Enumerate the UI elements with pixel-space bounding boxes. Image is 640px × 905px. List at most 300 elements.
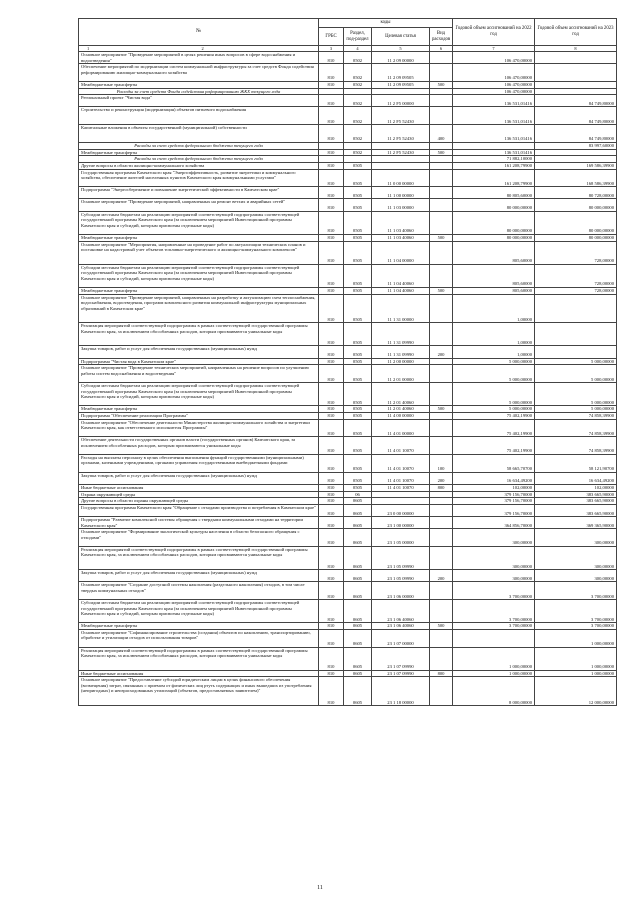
- row-2022-cell: 58 665,70700: [453, 454, 535, 472]
- table-row: [79, 149, 617, 156]
- table-row: [79, 211, 617, 234]
- row-name-cell: Закупка товаров, работ и услуг для обеспечения государственных (муниципальных) нужд: [79, 472, 319, 484]
- row-target-cell: 23 1 06 40060: [372, 623, 430, 630]
- table-row: [79, 81, 617, 88]
- row-target-cell: 23 1 07 00000: [372, 629, 430, 647]
- column-header-grbs: ГРБС: [319, 28, 344, 46]
- row-2022-cell: 300,00000: [453, 546, 535, 569]
- row-name-cell: Закупка товаров, работ и услуг для обеспечения государственных (муниципальных) нужд: [79, 570, 319, 582]
- row-name-cell: Межбюджетные трансферты: [79, 81, 319, 88]
- row-2022-cell: 5 000,00000: [453, 383, 535, 406]
- row-2023-cell: 3 700,00000: [535, 600, 617, 623]
- table-row: [79, 529, 617, 547]
- row-2023-cell: 16 634,49200: [535, 472, 617, 484]
- row-name-cell: Реализация мероприятий соответствующей подпрограммы в рамках соответствующей государственной программы Камчатского края, за исключением обособленных расходов, которым присваиваются уникальные коды: [79, 323, 319, 346]
- row-2022-cell: 805,60000: [453, 264, 535, 287]
- table-row: [79, 287, 617, 294]
- row-name-cell: Расходы за счет средств федерального бюджета текущего года: [79, 142, 319, 149]
- row-2023-cell: [535, 64, 617, 82]
- row-type-cell: [430, 600, 453, 623]
- row-target-cell: [372, 491, 430, 498]
- row-2022-cell: 161 208,79900: [453, 162, 535, 169]
- row-section-cell: 0605: [344, 504, 372, 516]
- row-target-cell: 11 2 01 00000: [372, 365, 430, 383]
- row-section-cell: 0605: [344, 517, 372, 529]
- row-target-cell: 11 4 01 10070: [372, 454, 430, 472]
- column-header-section: Раздел, под-раздел: [344, 28, 372, 46]
- row-2022-cell: 1,00000: [453, 346, 535, 358]
- table-row: [79, 437, 617, 455]
- row-target-cell: 11 4 01 10070: [372, 437, 430, 455]
- table-row: [79, 600, 617, 623]
- row-section-cell: 0505: [344, 346, 372, 358]
- column-header-codes: коды: [319, 19, 453, 28]
- row-2022-cell: 5 000,00000: [453, 365, 535, 383]
- index-cell: 3: [319, 46, 344, 52]
- row-target-cell: 23 1 05 09990: [372, 570, 430, 582]
- row-type-cell: [430, 677, 453, 706]
- row-2023-cell: 80 000,00000: [535, 211, 617, 234]
- table-row: [79, 383, 617, 406]
- row-grbs-cell: 810: [319, 64, 344, 82]
- row-2022-cell: 136 531,01416: [453, 95, 535, 107]
- row-2023-cell: 1 000,00000: [535, 670, 617, 677]
- row-2022-cell: 161 208,79900: [453, 169, 535, 187]
- row-2022-cell: 106 470,00000: [453, 88, 535, 95]
- row-name-cell: Межбюджетные трансферты: [79, 623, 319, 630]
- row-section-cell: 0502: [344, 149, 372, 156]
- row-name-cell: Расходы за счет средств Фонда содействия реформированию ЖКХ текущего года: [79, 88, 319, 95]
- row-name-cell: Расходы на выплаты персоналу в целях обеспечения выполнения функций государственными (муниципальными) органами, казенными учреждениями, органами управления государственными внебюджетными фондами: [79, 454, 319, 472]
- table-row: [79, 498, 617, 505]
- row-grbs-cell: [319, 156, 344, 163]
- row-grbs-cell: 810: [319, 454, 344, 472]
- row-2022-cell: 71 882,10000: [453, 156, 535, 163]
- row-section-cell: 0605: [344, 600, 372, 623]
- row-type-cell: [430, 52, 453, 64]
- row-name-cell: Основное мероприятие "Проведение мероприятий в целях решения иных вопросов в сфере водоснабжения и водоотведения": [79, 52, 319, 64]
- row-2022-cell: 75 402,19900: [453, 437, 535, 455]
- row-name-cell: Субсидии местным бюджетам на реализацию мероприятий соответствующей подпрограммы соответствующей государственной программы Камчатского края (за исключением мероприятий Инвестиционной программы Камчатского края и субсидий, которым присвоены отдельные коды): [79, 211, 319, 234]
- row-type-cell: 500: [430, 149, 453, 156]
- index-cell: 6: [430, 46, 453, 52]
- index-cell: 7: [453, 46, 535, 52]
- table-row: [79, 241, 617, 264]
- row-target-cell: 11 1 04 40060: [372, 287, 430, 294]
- row-grbs-cell: 810: [319, 383, 344, 406]
- table-row: [79, 264, 617, 287]
- row-target-cell: [372, 498, 430, 505]
- table-row: [79, 670, 617, 677]
- row-grbs-cell: 810: [319, 670, 344, 677]
- row-name-cell: Основное мероприятие "Софинансирование строительства (создания) объектов по накоплению, транспортированию, обработке и утилизации отходов от использования товаров": [79, 629, 319, 647]
- row-grbs-cell: 810: [319, 52, 344, 64]
- table-row: [79, 142, 617, 149]
- table-row: [79, 323, 617, 346]
- row-grbs-cell: 810: [319, 647, 344, 670]
- table-row: [79, 162, 617, 169]
- row-target-cell: [372, 142, 430, 149]
- table-row: [79, 629, 617, 647]
- row-grbs-cell: 810: [319, 623, 344, 630]
- row-target-cell: 11 2 01 40060: [372, 383, 430, 406]
- row-grbs-cell: 810: [319, 187, 344, 199]
- row-target-cell: 11 1 31 09990: [372, 323, 430, 346]
- row-grbs-cell: 810: [319, 211, 344, 234]
- row-2023-cell: 5 000,00000: [535, 383, 617, 406]
- row-target-cell: 11 2 09 09505: [372, 64, 430, 82]
- row-2022-cell: 136 531,01416: [453, 107, 535, 125]
- row-grbs-cell: 810: [319, 484, 344, 491]
- row-grbs-cell: 810: [319, 199, 344, 211]
- row-grbs-cell: 810: [319, 294, 344, 323]
- row-grbs-cell: 810: [319, 491, 344, 498]
- table-row: [79, 95, 617, 107]
- row-target-cell: 11 2 F5 52430: [372, 149, 430, 156]
- table-row: [79, 623, 617, 630]
- row-2023-cell: 74 858,39900: [535, 437, 617, 455]
- row-2023-cell: [535, 323, 617, 346]
- row-name-cell: Другие вопросы в области охраны окружающей среды: [79, 498, 319, 505]
- row-name-cell: Подпрограмма "Развитие комплексной системы обращения с твердыми коммунальными отходами на территории Камчатского края": [79, 517, 319, 529]
- row-name-cell: Основное мероприятие "Проведение мероприятий, направленных на ремонт ветхих и аварийных сетей": [79, 199, 319, 211]
- row-name-cell: Иные бюджетные ассигнования: [79, 670, 319, 677]
- row-target-cell: 11 2 F5 52430: [372, 125, 430, 143]
- row-2022-cell: 1 000,00000: [453, 670, 535, 677]
- column-header-2023: Годовой объем ассигнований на 2023 год: [535, 19, 617, 46]
- row-grbs-cell: 810: [319, 582, 344, 600]
- row-section-cell: 0505: [344, 264, 372, 287]
- row-name-cell: Основное мероприятие "Проведение технических мероприятий, направленных на решение вопросов по улучшению работы систем водоснабжения и водоотведения": [79, 365, 319, 383]
- row-2023-cell: 168 586,39900: [535, 169, 617, 187]
- table-row: [79, 406, 617, 413]
- row-section-cell: 0505: [344, 294, 372, 323]
- row-type-cell: 800: [430, 670, 453, 677]
- row-grbs-cell: 810: [319, 517, 344, 529]
- column-header-target: Целевая статья: [372, 28, 430, 46]
- row-name-cell: Подпрограмма "Обеспечение реализации Программы": [79, 412, 319, 419]
- row-type-cell: [430, 323, 453, 346]
- row-name-cell: Подпрограмма "Энергосбережение и повышение энергетической эффективности в Камчатском крае": [79, 187, 319, 199]
- row-type-cell: [430, 437, 453, 455]
- row-2022-cell: 1,00000: [453, 294, 535, 323]
- table-row: [79, 52, 617, 64]
- row-target-cell: 23 1 07 09990: [372, 647, 430, 670]
- row-target-cell: 11 2 09 09505: [372, 81, 430, 88]
- row-target-cell: 23 1 06 40060: [372, 600, 430, 623]
- table-row: [79, 546, 617, 569]
- row-grbs-cell: [319, 142, 344, 149]
- index-label: 2: [201, 46, 204, 51]
- row-type-cell: 500: [430, 287, 453, 294]
- table-row: [79, 677, 617, 706]
- row-section-cell: 0505: [344, 169, 372, 187]
- row-section-cell: 0502: [344, 107, 372, 125]
- row-section-cell: 0605: [344, 647, 372, 670]
- row-section-cell: 0505: [344, 287, 372, 294]
- row-name-cell: Капитальные вложения в объекты государственной (муниципальной) собственности: [79, 125, 319, 143]
- row-section-cell: 0505: [344, 365, 372, 383]
- row-grbs-cell: 810: [319, 162, 344, 169]
- row-section-cell: 0505: [344, 454, 372, 472]
- row-2022-cell: 75 402,19900: [453, 419, 535, 437]
- row-type-cell: [430, 498, 453, 505]
- row-grbs-cell: 810: [319, 346, 344, 358]
- table-row: [79, 504, 617, 516]
- row-2022-cell: 80 000,00000: [453, 199, 535, 211]
- row-target-cell: 11 4 01 00000: [372, 419, 430, 437]
- row-section-cell: 0605: [344, 629, 372, 647]
- row-2022-cell: 3 700,00000: [453, 582, 535, 600]
- row-target-cell: 11 1 03 00000: [372, 199, 430, 211]
- row-2022-cell: 5 000,00000: [453, 406, 535, 413]
- row-grbs-cell: 810: [319, 419, 344, 437]
- row-type-cell: [430, 169, 453, 187]
- row-section-cell: 0502: [344, 125, 372, 143]
- row-name-cell: Реализация мероприятий соответствующей подпрограммы в рамках соответствующей государственной программы Камчатского края, за исключением обособленных расходов, которым присваиваются уникальные коды: [79, 647, 319, 670]
- row-2022-cell: 1,00000: [453, 323, 535, 346]
- row-type-cell: [430, 88, 453, 95]
- row-section-cell: 0502: [344, 81, 372, 88]
- row-2022-cell: 8 000,00000: [453, 677, 535, 706]
- index-cell: 5: [372, 46, 430, 52]
- table-row: [79, 199, 617, 211]
- row-target-cell: 11 2 F5 52430: [372, 107, 430, 125]
- row-2022-cell: 106 470,00000: [453, 64, 535, 82]
- row-name-cell: Субсидии местным бюджетам на реализацию мероприятий соответствующей подпрограммы соответствующей государственной программы Камчатского края (за исключением мероприятий Инвестиционной программы Камчатского края и субсидий, которым присвоены отдельные коды): [79, 383, 319, 406]
- row-2023-cell: 1 000,00000: [535, 629, 617, 647]
- row-target-cell: 23 0 00 00000: [372, 504, 430, 516]
- row-target-cell: 11 0 00 00000: [372, 169, 430, 187]
- row-section-cell: 0505: [344, 437, 372, 455]
- row-2022-cell: 102,00000: [453, 484, 535, 491]
- row-2022-cell: 80 805,60000: [453, 187, 535, 199]
- column-header-name: №: [79, 19, 319, 46]
- row-2022-cell: 1 000,00000: [453, 647, 535, 670]
- row-2023-cell: [535, 52, 617, 64]
- row-2022-cell: 16 634,49200: [453, 472, 535, 484]
- row-2022-cell: 300,00000: [453, 570, 535, 582]
- row-section-cell: 0605: [344, 623, 372, 630]
- row-type-cell: 400: [430, 125, 453, 143]
- row-2023-cell: 80 000,00000: [535, 199, 617, 211]
- row-2023-cell: 83 997,60000: [535, 142, 617, 149]
- page-number: 11: [317, 885, 323, 891]
- row-type-cell: [430, 211, 453, 234]
- row-2022-cell: 805,60000: [453, 287, 535, 294]
- row-grbs-cell: 810: [319, 498, 344, 505]
- row-type-cell: [430, 156, 453, 163]
- row-type-cell: 200: [430, 346, 453, 358]
- row-section-cell: [344, 142, 372, 149]
- row-target-cell: 11 2 00 00000: [372, 358, 430, 365]
- row-grbs-cell: 810: [319, 406, 344, 413]
- row-name-cell: Государственная программа Камчатского края "Обращение с отходами производства и потребления в Камчатском крае": [79, 504, 319, 516]
- row-grbs-cell: 810: [319, 107, 344, 125]
- row-2023-cell: 3 700,00000: [535, 582, 617, 600]
- row-2023-cell: [535, 88, 617, 95]
- row-type-cell: [430, 294, 453, 323]
- row-2022-cell: 379 156,70000: [453, 491, 535, 498]
- budget-table: [78, 18, 617, 706]
- table-row: [79, 454, 617, 472]
- row-section-cell: 0505: [344, 241, 372, 264]
- row-target-cell: 11 4 01 10070: [372, 484, 430, 491]
- row-2022-cell: 5 000,00000: [453, 358, 535, 365]
- row-2023-cell: 5 000,00000: [535, 358, 617, 365]
- row-type-cell: [430, 504, 453, 516]
- row-2023-cell: 169 586,39900: [535, 162, 617, 169]
- row-2023-cell: 80 000,00000: [535, 234, 617, 241]
- index-cell: 8: [535, 46, 617, 52]
- table-row: [79, 125, 617, 143]
- row-type-cell: [430, 365, 453, 383]
- row-2022-cell: 75 402,19900: [453, 412, 535, 419]
- row-section-cell: 06: [344, 491, 372, 498]
- row-target-cell: 23 1 05 09990: [372, 546, 430, 569]
- row-name-cell: Межбюджетные трансферты: [79, 234, 319, 241]
- row-name-cell: Строительство и реконструкция (модернизация) объектов питьевого водоснабжения: [79, 107, 319, 125]
- row-section-cell: 0505: [344, 199, 372, 211]
- row-2022-cell: 3 700,00000: [453, 623, 535, 630]
- table-row: [79, 647, 617, 670]
- row-section-cell: 0505: [344, 484, 372, 491]
- row-type-cell: 500: [430, 406, 453, 413]
- row-type-cell: 200: [430, 472, 453, 484]
- row-2023-cell: 3 700,00000: [535, 623, 617, 630]
- row-target-cell: 11 1 03 40060: [372, 234, 430, 241]
- row-section-cell: 0505: [344, 358, 372, 365]
- row-type-cell: [430, 647, 453, 670]
- row-target-cell: 11 1 00 00000: [372, 187, 430, 199]
- row-2023-cell: 728,00000: [535, 241, 617, 264]
- table-row: [79, 88, 617, 95]
- row-type-cell: [430, 419, 453, 437]
- row-section-cell: 0505: [344, 472, 372, 484]
- row-2023-cell: 383 665,90000: [535, 498, 617, 505]
- row-2023-cell: 12 000,00000: [535, 677, 617, 706]
- row-target-cell: 23 1 00 00000: [372, 517, 430, 529]
- row-2023-cell: 1 000,00000: [535, 647, 617, 670]
- table-row: [79, 156, 617, 163]
- row-target-cell: [372, 156, 430, 163]
- table-row: [79, 346, 617, 358]
- row-type-cell: 500: [430, 81, 453, 88]
- row-grbs-cell: 810: [319, 95, 344, 107]
- row-2022-cell: 805,60000: [453, 241, 535, 264]
- row-2022-cell: [453, 629, 535, 647]
- table-row: [79, 187, 617, 199]
- row-section-cell: 0505: [344, 412, 372, 419]
- table-row: [79, 234, 617, 241]
- row-2023-cell: 102,00000: [535, 484, 617, 491]
- column-header-exp-type: Вид расходов: [430, 28, 453, 46]
- row-2023-cell: 84 749,80000: [535, 107, 617, 125]
- row-2023-cell: 300,00000: [535, 529, 617, 547]
- row-grbs-cell: 810: [319, 287, 344, 294]
- row-name-cell: Основное мероприятие "Мероприятия, направленные на проведение работ по актуализации технических планов и постановке на кадастровый учет объектов топливно-энергетического и жилищно-коммунального комплексов": [79, 241, 319, 264]
- row-type-cell: [430, 546, 453, 569]
- row-2023-cell: 383 665,90000: [535, 491, 617, 498]
- row-type-cell: 500: [430, 623, 453, 630]
- row-type-cell: [430, 412, 453, 419]
- row-type-cell: [430, 142, 453, 149]
- row-type-cell: [430, 358, 453, 365]
- row-2023-cell: 74 858,39900: [535, 412, 617, 419]
- row-section-cell: 0502: [344, 64, 372, 82]
- row-grbs-cell: 810: [319, 81, 344, 88]
- row-target-cell: [372, 162, 430, 169]
- row-name-cell: Межбюджетные трансферты: [79, 287, 319, 294]
- table-row: [79, 419, 617, 437]
- row-2022-cell: 379 156,70000: [453, 504, 535, 516]
- table-row: [79, 107, 617, 125]
- row-name-cell: Основное мероприятие "Предоставление субсидий юридическим лицам в целях финансового обеспечения (возмещения) затрат, связанных с приемом от физических лиц ртуть содержащих и иных вышедших из употребления (непригодных) и неизрасходованных утилизаций (объектов, предоставляемых заявителем)": [79, 677, 319, 706]
- row-2023-cell: 80 728,00000: [535, 187, 617, 199]
- document-sheet: [78, 18, 616, 706]
- row-section-cell: 0605: [344, 529, 372, 547]
- row-2023-cell: 84 749,80000: [535, 95, 617, 107]
- row-type-cell: 100: [430, 454, 453, 472]
- row-target-cell: 11 1 04 00000: [372, 241, 430, 264]
- row-type-cell: [430, 241, 453, 264]
- row-grbs-cell: 810: [319, 323, 344, 346]
- row-grbs-cell: 810: [319, 412, 344, 419]
- row-section-cell: 0505: [344, 234, 372, 241]
- row-target-cell: 11 1 31 09990: [372, 346, 430, 358]
- row-2023-cell: 728,00000: [535, 264, 617, 287]
- index-cell: 4: [344, 46, 372, 52]
- row-2023-cell: [535, 346, 617, 358]
- row-name-cell: Основное мероприятие "Создание доступной системы накопления (раздельного накопления) отходов, в том числе твердых коммунальных отходов": [79, 582, 319, 600]
- table-row: [79, 570, 617, 582]
- row-2023-cell: 74 858,39900: [535, 419, 617, 437]
- row-2023-cell: 300,00000: [535, 546, 617, 569]
- row-grbs-cell: 810: [319, 629, 344, 647]
- row-section-cell: 0605: [344, 670, 372, 677]
- row-section-cell: 0505: [344, 323, 372, 346]
- row-grbs-cell: 810: [319, 149, 344, 156]
- table-row: [79, 294, 617, 323]
- row-grbs-cell: 810: [319, 169, 344, 187]
- row-name-cell: Основное мероприятие "Обеспечение деятельности Министерства жилищно-коммунального хозяйства и энергетики Камчатского края, как ответственного исполнителя Программы": [79, 419, 319, 437]
- row-2023-cell: [535, 156, 617, 163]
- row-2023-cell: [535, 81, 617, 88]
- row-target-cell: 11 1 03 40060: [372, 211, 430, 234]
- row-2022-cell: 3 700,00000: [453, 600, 535, 623]
- row-target-cell: 11 4 00 00000: [372, 412, 430, 419]
- row-2022-cell: 300,00000: [453, 529, 535, 547]
- row-type-cell: [430, 529, 453, 547]
- row-name-cell: Субсидии местным бюджетам на реализацию мероприятий соответствующей подпрограммы соответствующей государственной программы Камчатского края (за исключением мероприятий Инвестиционной программы Камчатского края и субсидий, которым присвоены отдельные коды): [79, 600, 319, 623]
- row-section-cell: 0605: [344, 570, 372, 582]
- table-row: [79, 517, 617, 529]
- row-type-cell: [430, 491, 453, 498]
- row-grbs-cell: 810: [319, 241, 344, 264]
- row-section-cell: 0505: [344, 162, 372, 169]
- row-name-cell: Реализация мероприятий соответствующей подпрограммы в рамках соответствующей государственной программы Камчатского края, за исключением обособленных расходов, которым присваиваются уникальные коды: [79, 546, 319, 569]
- row-2023-cell: 58 121,90700: [535, 454, 617, 472]
- row-type-cell: [430, 264, 453, 287]
- table-row: [79, 582, 617, 600]
- row-2022-cell: 136 531,01416: [453, 149, 535, 156]
- row-2022-cell: 106 470,00000: [453, 81, 535, 88]
- row-2023-cell: 728,00000: [535, 287, 617, 294]
- row-type-cell: 200: [430, 570, 453, 582]
- row-type-cell: [430, 107, 453, 125]
- row-section-cell: 0505: [344, 406, 372, 413]
- row-name-cell: Другие вопросы в области жилищно-коммунального хозяйства: [79, 162, 319, 169]
